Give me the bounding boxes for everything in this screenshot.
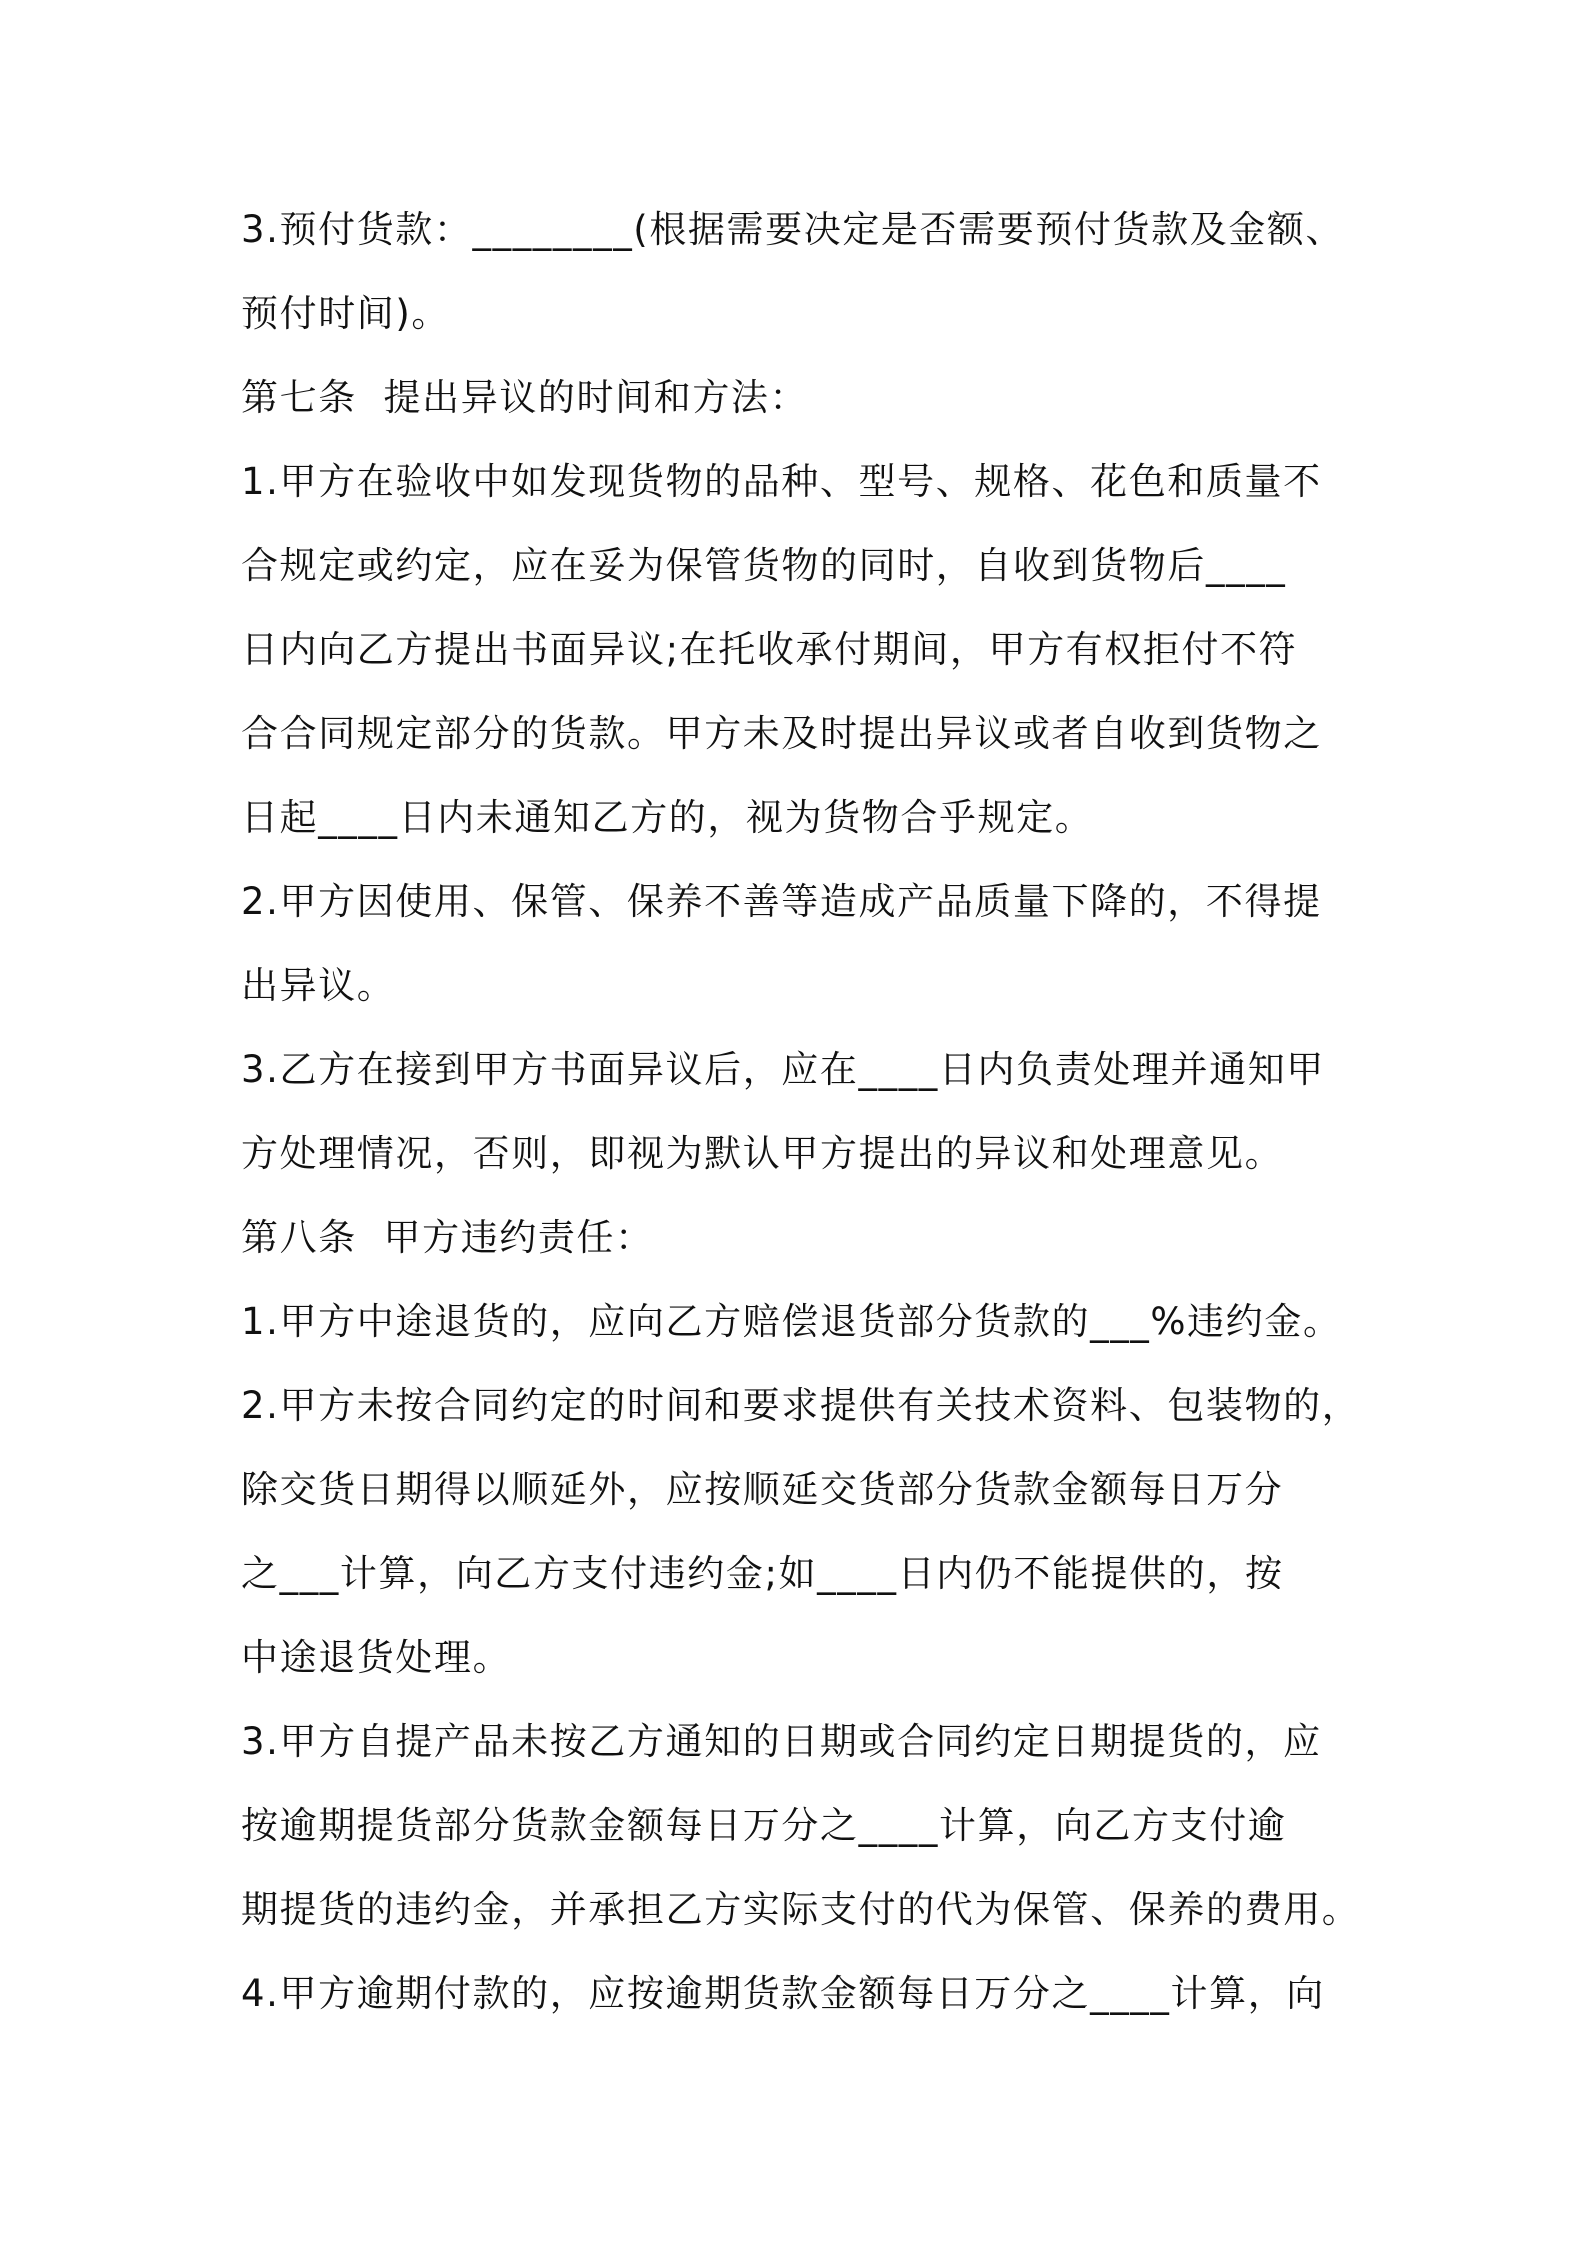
text-line: 日起____日内未通知乙方的，视为货物合乎规定。 [241,796,1094,839]
text-line-payment-time: 预付时间)。 [241,292,451,335]
document-body [241,188,1381,2036]
text-line: 3.乙方在接到甲方书面异议后，应在____日内负责处理并通知甲 [241,1048,1325,1091]
section-heading-article-7: 第七条 提出异议的时间和方法： [241,376,809,419]
text-line: 出异议。 [241,964,396,1007]
text-line: 中途退货处理。 [241,1636,512,1679]
text-line: 方处理情况，否则，即视为默认甲方提出的异议和处理意见。 [241,1132,1284,1175]
text-line: 3.甲方自提产品未按乙方通知的日期或合同约定日期提货的，应 [241,1720,1322,1763]
text-line: 1.甲方中途退货的，应向乙方赔偿退货部分货款的___%违约金。 [241,1300,1342,1343]
text-line: 1.甲方在验收中如发现货物的品种、型号、规格、花色和质量不 [241,460,1322,503]
text-line: 日内向乙方提出书面异议;在托收承付期间，甲方有权拒付不符 [241,628,1298,671]
section-heading-article-8: 第八条 甲方违约责任： [241,1216,654,1259]
text-line: 2.甲方未按合同约定的时间和要求提供有关技术资料、包装物的， [241,1384,1361,1427]
text-line: 2.甲方因使用、保管、保养不善等造成产品质量下降的，不得提 [241,880,1322,923]
text-line: 期提货的违约金，并承担乙方实际支付的代为保管、保养的费用。 [241,1888,1361,1931]
text-line-payment-advance: 3.预付货款：________(根据需要决定是否需要预付货款及金额、 [241,208,1345,251]
text-line: 除交货日期得以顺延外，应按顺延交货部分货款金额每日万分 [241,1468,1284,1511]
text-line: 合合同规定部分的货款。甲方未及时提出异议或者自收到货物之 [241,712,1322,755]
text-line: 按逾期提货部分货款金额每日万分之____计算，向乙方支付逾 [241,1804,1287,1847]
text-line: 之___计算，向乙方支付违约金;如____日内仍不能提供的，按 [241,1552,1284,1595]
text-line: 合规定或约定，应在妥为保管货物的同时，自收到货物后____ [241,544,1287,587]
text-line: 4.甲方逾期付款的，应按逾期货款金额每日万分之____计算，向 [241,1972,1325,2015]
